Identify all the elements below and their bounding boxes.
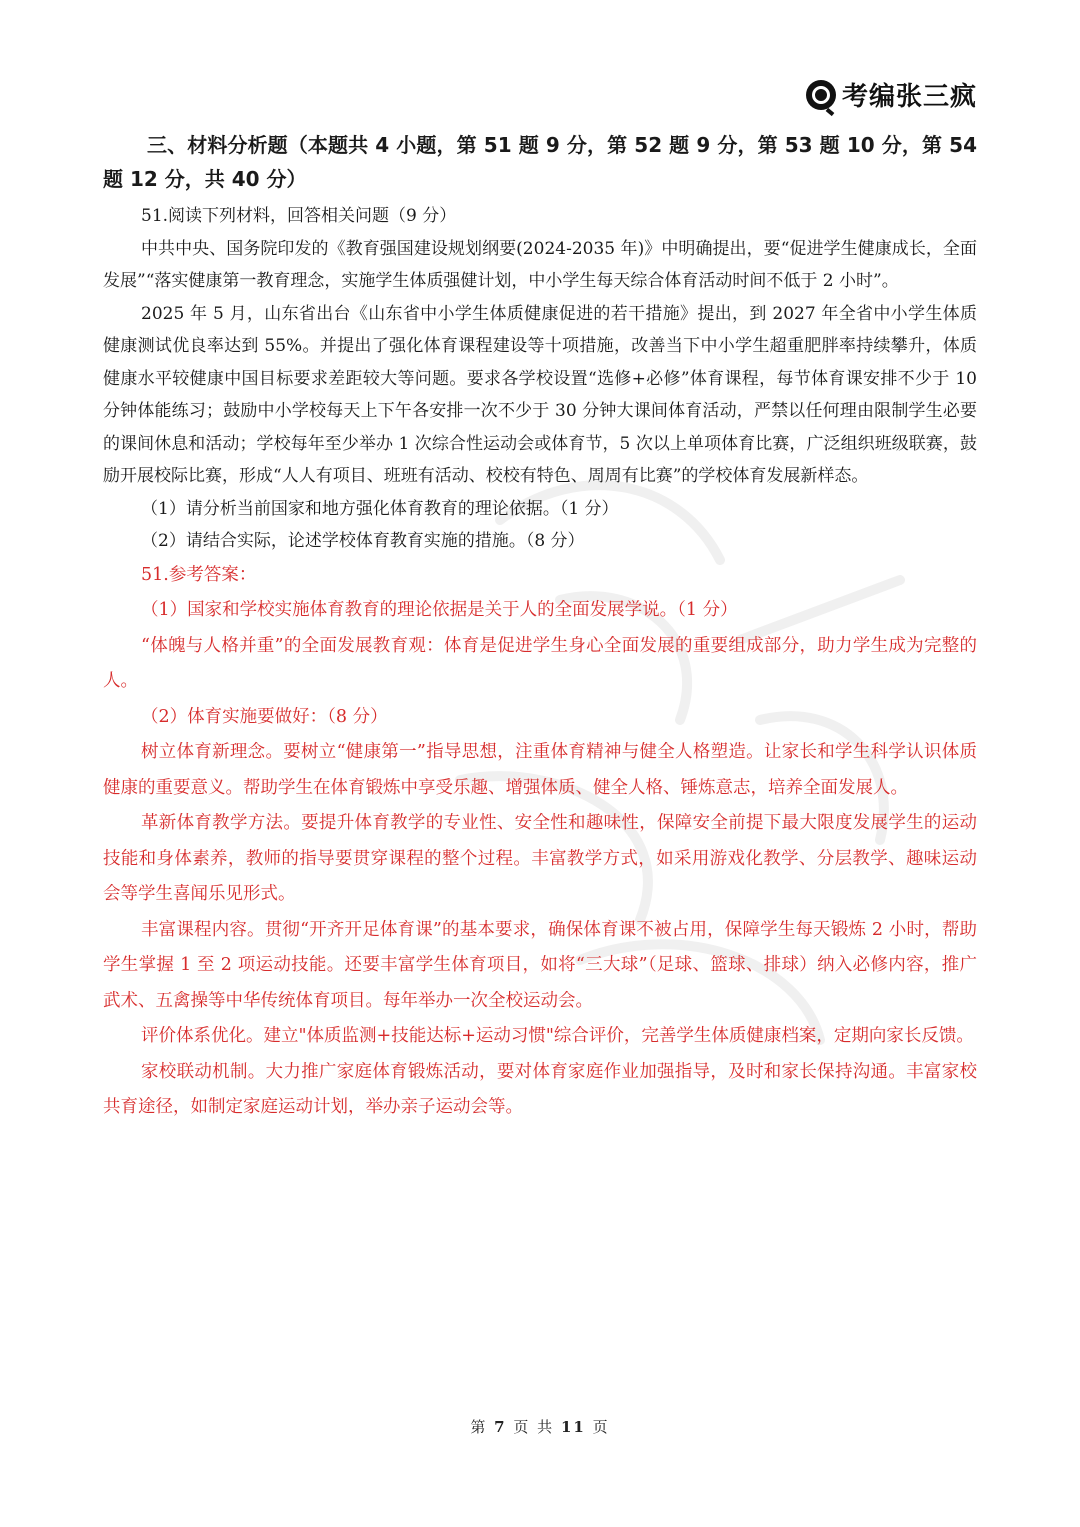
sub-question-1: （1）请分析当前国家和地方强化体育教育的理论依据。（1 分）: [141, 498, 619, 519]
document-body: [103, 128, 977, 1126]
page-total: 11: [560, 1418, 586, 1436]
page-current: 7: [494, 1418, 507, 1436]
page-footer: [0, 1416, 1080, 1437]
section-title: 三、材料分析题（本题共 4 小题，第 51 题 9 分，第 52 题 9 分，第 53 题 10 分，第 54 题 12 分，共 40 分）: [103, 133, 977, 191]
answer-part1-heading: （1）国家和学校实施体育教育的理论依据是关于人的全面发展学说。（1 分）: [141, 600, 738, 620]
material-paragraph: 中共中央、国务院印发的《教育强国建设规划纲要(2024-2035 年)》中明确提出，要“促进学生健康成长，全面发展”“落实健康第一教育理念，实施学生体质强健计划，中小学生每天综合体育活动时间不低于 2 小时”。: [103, 238, 977, 291]
material-paragraph: 2025 年 5 月，山东省出台《山东省中小学生体质健康促进的若干措施》提出，到 2027 年全省中小学生体质健康测试优良率达到 55%。并提出了强化体育课程建设等十项措施，改善当下中小学生超重肥胖率持续攀升，体质健康水平较健康中国目标要求差距较大等问题。要求各学校设置“选修+必修”体育课程，每节体育课安排不少于 10 分钟体能练习；鼓励中小学校每天上下午各安排一次不少于 30 分钟大课间体育活动，严禁以任何理由限制学生必要的课间休息和活动；学校每年至少举办 1 次综合性运动会或体育节，5 次以上单项体育比赛，广泛组织班级联赛，鼓励开展校际比赛，形成“人人有项目、班班有活动、校校有特色、周周有比赛”的学校体育发展新样态。: [103, 303, 977, 486]
answer-measure: 丰富课程内容。贯彻“开齐开足体育课”的基本要求，确保体育课不被占用，保障学生每天锻炼 2 小时，帮助学生掌握 1 至 2 项运动技能。还要丰富学生体育项目，如将“三大球”（足球、篮球、排球）纳入必修内容，推广武术、五禽操等中华传统体育项目。每年举办一次全校运动会。: [103, 919, 977, 1011]
answer-heading: 51.参考答案：: [141, 564, 257, 585]
answer-measure: 家校联动机制。大力推广家庭体育锻炼活动，要对体育家庭作业加强指导，及时和家长保持沟通。丰富家校共育途径，如制定家庭运动计划，举办亲子运动会等。: [103, 1061, 977, 1117]
answer-part1-body: “体魄与人格并重”的全面发展教育观：体育是促进学生身心全面发展的重要组成部分，助力学生成为完整的人。: [103, 635, 977, 691]
answer-part2-heading: （2）体育实施要做好：（8 分）: [141, 706, 388, 727]
question-heading: 51.阅读下列材料，回答相关问题（9 分）: [141, 206, 457, 226]
answer-measure: 革新体育教学方法。要提升体育教学的专业性、安全性和趣味性，保障安全前提下最大限度发展学生的运动技能和身体素养，教师的指导要贯穿课程的整个过程。丰富教学方式，如采用游戏化教学、分层教学、趣味运动会等学生喜闻乐见形式。: [103, 813, 977, 904]
sub-question-2: （2）请结合实际，论述学校体育教育实施的措施。（8 分）: [141, 531, 585, 551]
footer-middle: 页 共: [513, 1418, 555, 1436]
footer-suffix: 页: [592, 1418, 610, 1436]
brand-logo-text: 考编张三疯: [841, 82, 977, 112]
answer-measure: 树立体育新理念。要树立“健康第一”指导思想，注重体育精神与健全人格塑造。让家长和学生科学认识体质健康的重要意义。帮助学生在体育锻炼中享受乐趣、增强体质、健全人格、锤炼意志，培养全面发展人。: [103, 742, 977, 798]
answer-measure: 评价体系优化。建立"体质监测+技能达标+运动习惯"综合评价，完善学生体质健康档案，定期向家长反馈。: [141, 1026, 974, 1046]
magnifier-logo-icon: [806, 80, 836, 110]
footer-prefix: 第: [470, 1418, 488, 1436]
brand-logo: [806, 76, 977, 113]
